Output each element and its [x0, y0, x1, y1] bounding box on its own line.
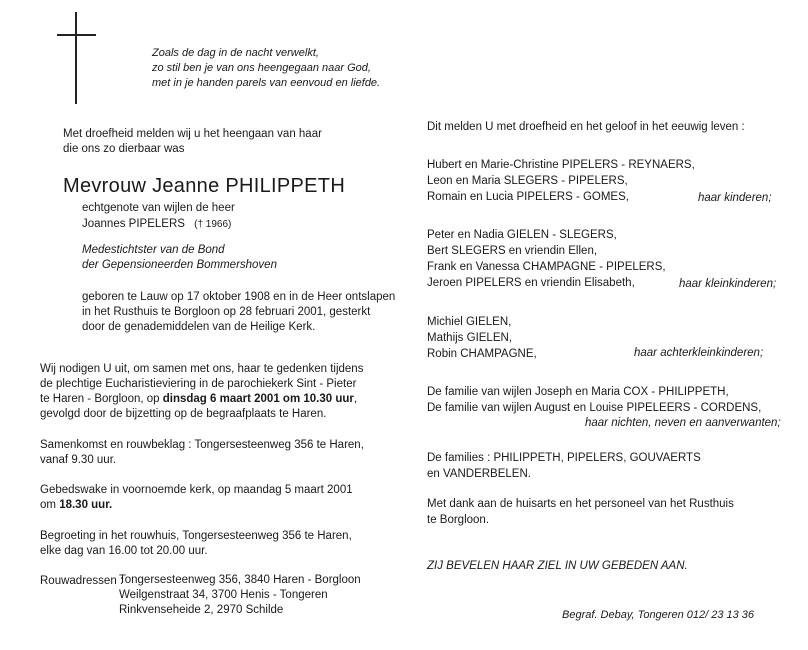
visit-line: Begroeting in het rouwhuis, Tongersesteenweg 356 te Haren,: [40, 530, 352, 542]
grandchild-line: Bert SLEGERS en vriendin Ellen,: [427, 245, 598, 257]
poem-line: zo stil ben je van ons heengegaan naar God,: [152, 62, 371, 74]
visit-line: elke dag van 16.00 tot 20.00 uur.: [40, 545, 208, 557]
address-line: Weilgenstraat 34, 3700 Henis - Tongeren: [119, 589, 328, 601]
great-grandchild-line: Michiel GIELEN,: [427, 316, 512, 328]
grandchild-line: Jeroen PIPELERS en vriendin Elisabeth,: [427, 277, 635, 289]
birth-line: in het Rusthuis te Borgloon op 28 februari 2001, gesterkt: [82, 306, 371, 318]
gathering-line: vanaf 9.30 uur.: [40, 454, 117, 466]
funeral-datetime: dinsdag 6 maart 2001 om 10.30 uur: [162, 393, 354, 405]
invite-comma: ,: [353, 393, 358, 405]
cross-icon-bar: [57, 34, 96, 36]
great-grandchild-line: Robin CHAMPAGNE,: [427, 348, 537, 360]
intro-line: die ons zo dierbaar was: [63, 143, 185, 155]
thanks-line: te Borgloon.: [427, 514, 490, 526]
family-line: De familie van wijlen Joseph en Maria COX - PHILIPPETH,: [427, 386, 729, 398]
invite-line: [40, 392, 357, 407]
family-label: haar nichten, neven en aanverwanten;: [585, 417, 781, 429]
right-intro: Dit melden U met droefheid en het geloof in het eeuwig leven :: [427, 121, 745, 133]
gathering-line: Samenkomst en rouwbeklag : Tongersesteenweg 356 te Haren,: [40, 439, 364, 451]
cofounder-line: der Gepensioneerden Bommershoven: [82, 259, 277, 271]
child-line: Leon en Maria SLEGERS - PIPELERS,: [427, 175, 628, 187]
spouse-death: († 1966): [194, 219, 232, 230]
invite-line: de plechtige Eucharistieviering in de parochiekerk Sint - Pieter: [40, 378, 357, 390]
great-grandchildren-label: haar achterkleinkinderen;: [634, 347, 764, 359]
deceased-name: Mevrouw Jeanne PHILIPPETH: [63, 175, 346, 197]
grandchild-line: Frank en Vanessa CHAMPAGNE - PIPELERS,: [427, 261, 666, 273]
children-label: haar kinderen;: [698, 192, 772, 204]
birth-line: door de genademiddelen van de Heilige Kerk.: [82, 321, 316, 333]
spouse-line: echtgenote van wijlen de heer: [82, 202, 235, 214]
address-line: Tongersesteenweg 356, 3840 Haren - Borgloon: [119, 574, 361, 586]
funeral-director-footer: Begraf. Debay, Tongeren 012/ 23 13 36: [562, 609, 755, 621]
birth-line: geboren te Lauw op 17 oktober 1908 en in de Heer ontslapen: [82, 291, 396, 303]
spouse-name-line: [82, 218, 231, 230]
cofounder-line: Medestichtster van de Bond: [82, 244, 225, 256]
vigil-line: Gebedswake in voornoemde kerk, op maandag 5 maart 2001: [40, 484, 353, 496]
grandchild-line: Peter en Nadia GIELEN - SLEGERS,: [427, 229, 617, 241]
cross-icon: [75, 12, 77, 104]
poem-line: Zoals de dag in de nacht verwelkt,: [152, 47, 319, 59]
vigil-time: 18.30 uur.: [59, 499, 113, 511]
thanks-line: Met dank aan de huisarts en het personeel van het Rusthuis: [427, 498, 734, 510]
poem-line: met in je handen parels van eenvoud en liefde.: [152, 77, 381, 89]
vigil-line: [40, 498, 112, 513]
family-line: De familie van wijlen August en Louise PIPELEERS - CORDENS,: [427, 402, 762, 414]
families-line: De families : PHILIPPETH, PIPELERS, GOUVAERTS: [427, 452, 701, 464]
invite-line: gevolgd door de bijzetting op de begraafplaats te Haren.: [40, 408, 327, 420]
invite-place: te Haren - Borgloon, op: [40, 393, 160, 405]
invite-line: Wij nodigen U uit, om samen met ons, haar te gedenken tijdens: [40, 363, 364, 375]
great-grandchild-line: Mathijs GIELEN,: [427, 332, 512, 344]
address-line: Rinkvenseheide 2, 2970 Schilde: [119, 604, 284, 616]
addresses-label: Rouwadressen :: [40, 575, 124, 587]
spouse-name: Joannes PIPELERS: [82, 218, 185, 230]
closing-line: ZIJ BEVELEN HAAR ZIEL IN UW GEBEDEN AAN.: [427, 560, 688, 572]
child-line: Romain en Lucia PIPELERS - GOMES,: [427, 191, 629, 203]
intro-line: Met droefheid melden wij u het heengaan van haar: [63, 128, 322, 140]
poem: [152, 46, 380, 91]
grandchildren-label: haar kleinkinderen;: [679, 278, 777, 290]
child-line: Hubert en Marie-Christine PIPELERS - REYNAERS,: [427, 159, 695, 171]
families-line: en VANDERBELEN.: [427, 468, 531, 480]
vigil-prefix: om: [40, 499, 56, 511]
